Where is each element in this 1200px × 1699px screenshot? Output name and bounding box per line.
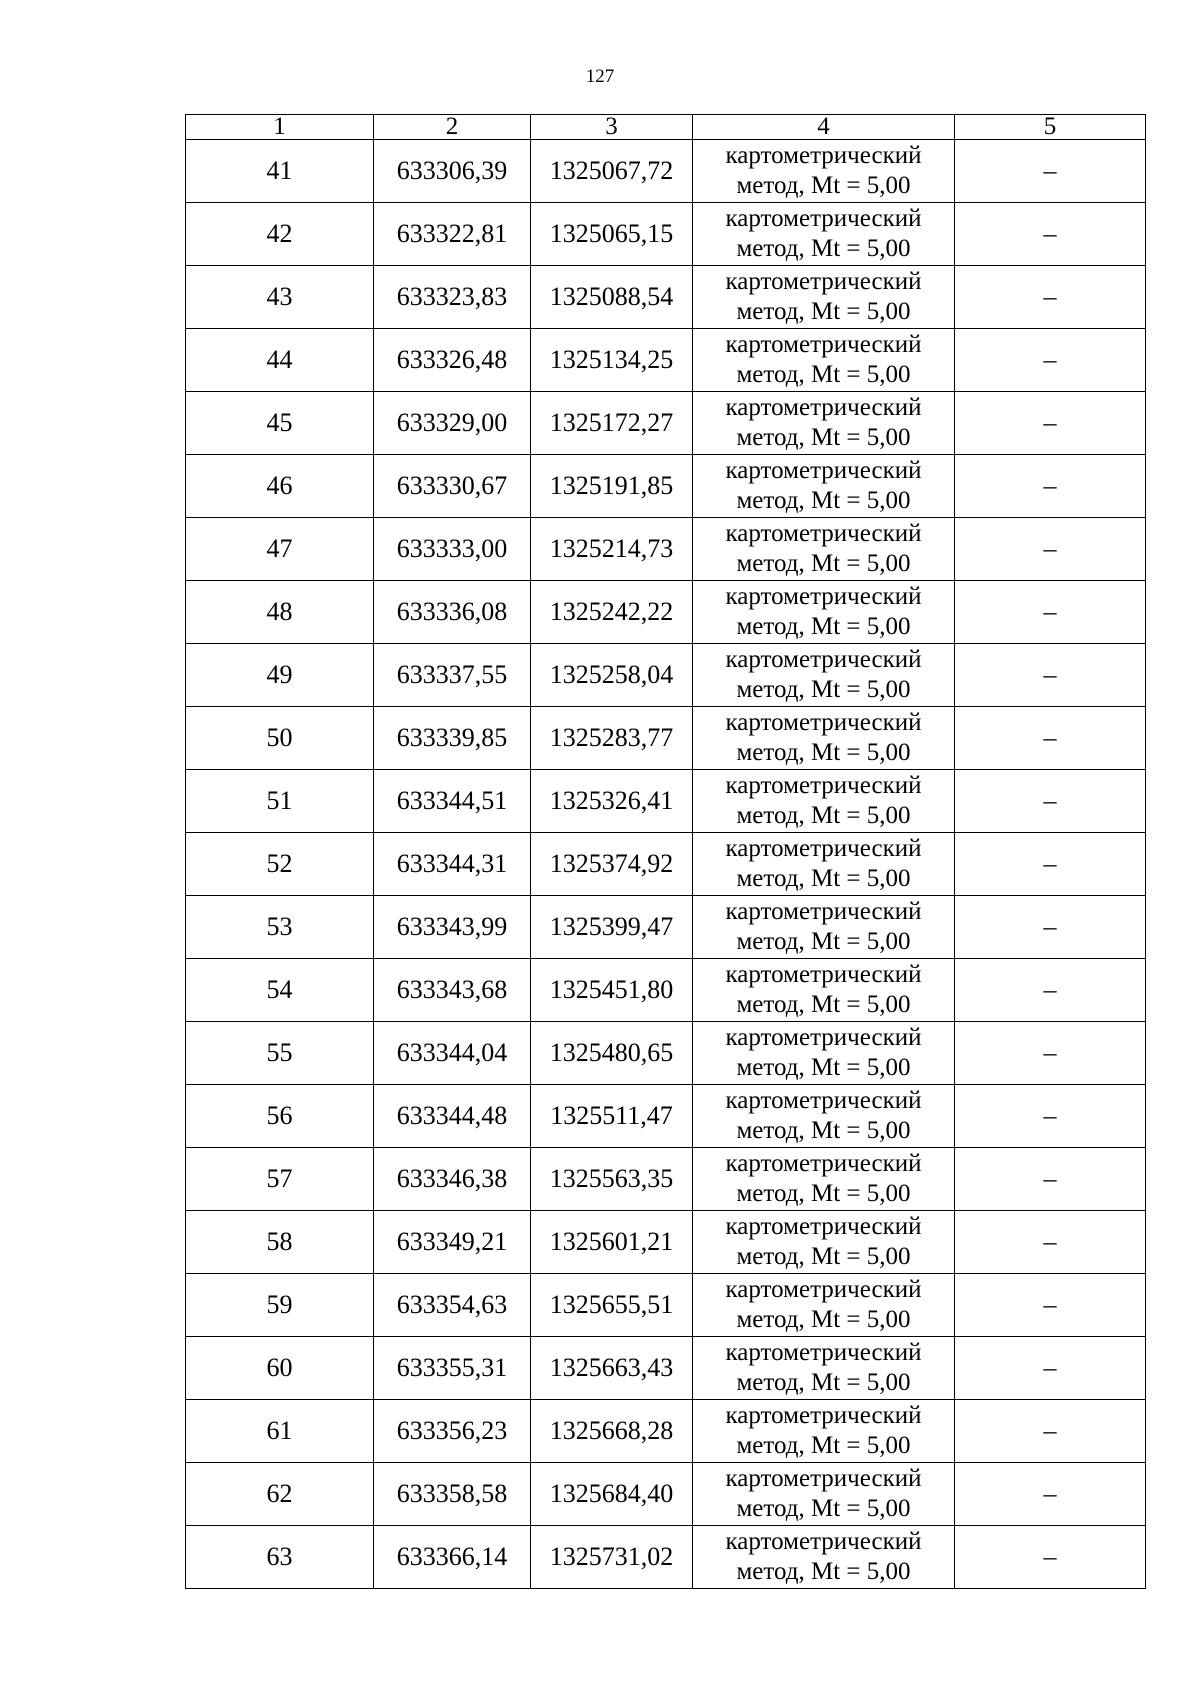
table-row	[186, 644, 1146, 707]
table-row	[186, 707, 1146, 770]
method-cell	[693, 1337, 955, 1400]
point-number-cell: 61	[186, 1400, 374, 1463]
y-coordinate-cell: 1325655,51	[531, 1274, 693, 1337]
method-accuracy-text: метод, Mt = 5,00	[736, 1117, 911, 1144]
y-coordinate-cell: 1325374,92	[531, 833, 693, 896]
point-number-cell: 57	[186, 1148, 374, 1211]
y-coordinate-cell: 1325172,27	[531, 392, 693, 455]
table-row	[186, 896, 1146, 959]
method-name-text: картометрический	[725, 772, 922, 799]
y-coordinate-cell: 1325663,43	[531, 1337, 693, 1400]
method-accuracy-text: метод, Mt = 5,00	[736, 676, 911, 703]
method-cell	[693, 392, 955, 455]
coordinates-table	[185, 114, 1146, 1589]
method-cell	[693, 266, 955, 329]
x-coordinate-cell: 633344,48	[374, 1085, 531, 1148]
note-cell: –	[955, 266, 1146, 329]
method-accuracy-text: метод, Mt = 5,00	[736, 235, 911, 262]
note-cell: –	[955, 1085, 1146, 1148]
note-cell: –	[955, 959, 1146, 1022]
column-header-5: 5	[955, 115, 1146, 140]
method-cell	[693, 1085, 955, 1148]
x-coordinate-cell: 633344,31	[374, 833, 531, 896]
y-coordinate-cell: 1325511,47	[531, 1085, 693, 1148]
method-name-text: картометрический	[725, 1213, 922, 1240]
method-name-text: картометрический	[725, 583, 922, 610]
x-coordinate-cell: 633344,51	[374, 770, 531, 833]
point-number-cell: 63	[186, 1526, 374, 1589]
note-cell: –	[955, 392, 1146, 455]
column-header-3: 3	[531, 115, 693, 140]
method-name-text: картометрический	[725, 1024, 922, 1051]
note-cell: –	[955, 896, 1146, 959]
point-number-cell: 56	[186, 1085, 374, 1148]
method-name-text: картометрический	[725, 1276, 922, 1303]
note-cell: –	[955, 581, 1146, 644]
table-row	[186, 1274, 1146, 1337]
table-header	[186, 115, 1146, 140]
point-number-cell: 53	[186, 896, 374, 959]
point-number-cell: 48	[186, 581, 374, 644]
point-number-cell: 51	[186, 770, 374, 833]
point-number-cell: 54	[186, 959, 374, 1022]
x-coordinate-cell: 633349,21	[374, 1211, 531, 1274]
method-accuracy-text: метод, Mt = 5,00	[736, 1369, 911, 1396]
table-row	[186, 140, 1146, 203]
point-number-cell: 46	[186, 455, 374, 518]
method-accuracy-text: метод, Mt = 5,00	[736, 1054, 911, 1081]
method-name-text: картометрический	[725, 268, 922, 295]
method-name-text: картометрический	[725, 520, 922, 547]
y-coordinate-cell: 1325326,41	[531, 770, 693, 833]
method-cell	[693, 833, 955, 896]
y-coordinate-cell: 1325668,28	[531, 1400, 693, 1463]
method-name-text: картометрический	[725, 1528, 922, 1555]
table-row	[186, 833, 1146, 896]
method-accuracy-text: метод, Mt = 5,00	[736, 1243, 911, 1270]
method-name-text: картометрический	[725, 709, 922, 736]
method-accuracy-text: метод, Mt = 5,00	[736, 928, 911, 955]
note-cell: –	[955, 518, 1146, 581]
point-number-cell: 47	[186, 518, 374, 581]
x-coordinate-cell: 633343,68	[374, 959, 531, 1022]
y-coordinate-cell: 1325065,15	[531, 203, 693, 266]
point-number-cell: 45	[186, 392, 374, 455]
table-row	[186, 329, 1146, 392]
y-coordinate-cell: 1325601,21	[531, 1211, 693, 1274]
method-cell	[693, 203, 955, 266]
y-coordinate-cell: 1325451,80	[531, 959, 693, 1022]
note-cell: –	[955, 644, 1146, 707]
note-cell: –	[955, 770, 1146, 833]
x-coordinate-cell: 633339,85	[374, 707, 531, 770]
method-accuracy-text: метод, Mt = 5,00	[736, 739, 911, 766]
note-cell: –	[955, 455, 1146, 518]
method-name-text: картометрический	[725, 331, 922, 358]
y-coordinate-cell: 1325731,02	[531, 1526, 693, 1589]
method-accuracy-text: метод, Mt = 5,00	[736, 298, 911, 325]
method-cell	[693, 1022, 955, 1085]
method-accuracy-text: метод, Mt = 5,00	[736, 1495, 911, 1522]
point-number-cell: 49	[186, 644, 374, 707]
x-coordinate-cell: 633330,67	[374, 455, 531, 518]
method-accuracy-text: метод, Mt = 5,00	[736, 802, 911, 829]
method-accuracy-text: метод, Mt = 5,00	[736, 1306, 911, 1333]
method-accuracy-text: метод, Mt = 5,00	[736, 487, 911, 514]
y-coordinate-cell: 1325684,40	[531, 1463, 693, 1526]
x-coordinate-cell: 633366,14	[374, 1526, 531, 1589]
method-name-text: картометрический	[725, 835, 922, 862]
method-cell	[693, 1211, 955, 1274]
table-row	[186, 455, 1146, 518]
point-number-cell: 41	[186, 140, 374, 203]
x-coordinate-cell: 633355,31	[374, 1337, 531, 1400]
note-cell: –	[955, 1526, 1146, 1589]
note-cell: –	[955, 329, 1146, 392]
method-cell	[693, 455, 955, 518]
point-number-cell: 58	[186, 1211, 374, 1274]
table-row	[186, 266, 1146, 329]
method-name-text: картометрический	[725, 394, 922, 421]
table-row	[186, 1085, 1146, 1148]
method-accuracy-text: метод, Mt = 5,00	[736, 550, 911, 577]
method-accuracy-text: метод, Mt = 5,00	[736, 865, 911, 892]
method-cell	[693, 1274, 955, 1337]
point-number-cell: 62	[186, 1463, 374, 1526]
method-name-text: картометрический	[725, 1465, 922, 1492]
method-name-text: картометрический	[725, 1402, 922, 1429]
point-number-cell: 43	[186, 266, 374, 329]
x-coordinate-cell: 633354,63	[374, 1274, 531, 1337]
note-cell: –	[955, 1400, 1146, 1463]
method-cell	[693, 959, 955, 1022]
y-coordinate-cell: 1325563,35	[531, 1148, 693, 1211]
method-cell	[693, 329, 955, 392]
method-accuracy-text: метод, Mt = 5,00	[736, 424, 911, 451]
table-row	[186, 1148, 1146, 1211]
method-name-text: картометрический	[725, 961, 922, 988]
note-cell: –	[955, 833, 1146, 896]
column-header-2: 2	[374, 115, 531, 140]
method-accuracy-text: метод, Mt = 5,00	[736, 361, 911, 388]
table-row	[186, 203, 1146, 266]
column-header-4: 4	[693, 115, 955, 140]
note-cell: –	[955, 707, 1146, 770]
method-name-text: картометрический	[725, 205, 922, 232]
note-cell: –	[955, 140, 1146, 203]
x-coordinate-cell: 633322,81	[374, 203, 531, 266]
note-cell: –	[955, 1337, 1146, 1400]
note-cell: –	[955, 203, 1146, 266]
method-accuracy-text: метод, Mt = 5,00	[736, 1432, 911, 1459]
x-coordinate-cell: 633344,04	[374, 1022, 531, 1085]
x-coordinate-cell: 633336,08	[374, 581, 531, 644]
method-cell	[693, 1148, 955, 1211]
y-coordinate-cell: 1325283,77	[531, 707, 693, 770]
method-name-text: картометрический	[725, 1087, 922, 1114]
x-coordinate-cell: 633323,83	[374, 266, 531, 329]
point-number-cell: 50	[186, 707, 374, 770]
x-coordinate-cell: 633343,99	[374, 896, 531, 959]
table-row	[186, 959, 1146, 1022]
method-name-text: картометрический	[725, 1339, 922, 1366]
method-accuracy-text: метод, Mt = 5,00	[736, 172, 911, 199]
method-name-text: картометрический	[725, 898, 922, 925]
table-body	[186, 140, 1146, 1589]
table-row	[186, 1337, 1146, 1400]
page-number: 127	[585, 66, 615, 87]
x-coordinate-cell: 633306,39	[374, 140, 531, 203]
method-name-text: картометрический	[725, 142, 922, 169]
method-name-text: картометрический	[725, 1150, 922, 1177]
method-accuracy-text: метод, Mt = 5,00	[736, 1558, 911, 1585]
method-cell	[693, 581, 955, 644]
method-cell	[693, 1463, 955, 1526]
note-cell: –	[955, 1274, 1146, 1337]
method-name-text: картометрический	[725, 457, 922, 484]
point-number-cell: 59	[186, 1274, 374, 1337]
table-row	[186, 1400, 1146, 1463]
method-accuracy-text: метод, Mt = 5,00	[736, 1180, 911, 1207]
point-number-cell: 44	[186, 329, 374, 392]
note-cell: –	[955, 1148, 1146, 1211]
table-row	[186, 581, 1146, 644]
method-cell	[693, 1526, 955, 1589]
method-cell	[693, 644, 955, 707]
table-row	[186, 1526, 1146, 1589]
table-row	[186, 518, 1146, 581]
y-coordinate-cell: 1325258,04	[531, 644, 693, 707]
x-coordinate-cell: 633356,23	[374, 1400, 531, 1463]
x-coordinate-cell: 633333,00	[374, 518, 531, 581]
method-accuracy-text: метод, Mt = 5,00	[736, 613, 911, 640]
point-number-cell: 52	[186, 833, 374, 896]
method-cell	[693, 896, 955, 959]
note-cell: –	[955, 1022, 1146, 1085]
table-row	[186, 1022, 1146, 1085]
method-name-text: картометрический	[725, 646, 922, 673]
y-coordinate-cell: 1325134,25	[531, 329, 693, 392]
y-coordinate-cell: 1325242,22	[531, 581, 693, 644]
header-row	[186, 115, 1146, 140]
method-cell	[693, 140, 955, 203]
table-row	[186, 1463, 1146, 1526]
y-coordinate-cell: 1325067,72	[531, 140, 693, 203]
point-number-cell: 55	[186, 1022, 374, 1085]
y-coordinate-cell: 1325480,65	[531, 1022, 693, 1085]
x-coordinate-cell: 633358,58	[374, 1463, 531, 1526]
table-row	[186, 392, 1146, 455]
method-cell	[693, 707, 955, 770]
method-accuracy-text: метод, Mt = 5,00	[736, 991, 911, 1018]
column-header-1: 1	[186, 115, 374, 140]
point-number-cell: 60	[186, 1337, 374, 1400]
y-coordinate-cell: 1325088,54	[531, 266, 693, 329]
method-cell	[693, 770, 955, 833]
note-cell: –	[955, 1211, 1146, 1274]
y-coordinate-cell: 1325399,47	[531, 896, 693, 959]
x-coordinate-cell: 633337,55	[374, 644, 531, 707]
point-number-cell: 42	[186, 203, 374, 266]
note-cell: –	[955, 1463, 1146, 1526]
table-row	[186, 1211, 1146, 1274]
x-coordinate-cell: 633326,48	[374, 329, 531, 392]
table-row	[186, 770, 1146, 833]
x-coordinate-cell: 633346,38	[374, 1148, 531, 1211]
y-coordinate-cell: 1325214,73	[531, 518, 693, 581]
method-cell	[693, 518, 955, 581]
method-cell	[693, 1400, 955, 1463]
y-coordinate-cell: 1325191,85	[531, 455, 693, 518]
x-coordinate-cell: 633329,00	[374, 392, 531, 455]
